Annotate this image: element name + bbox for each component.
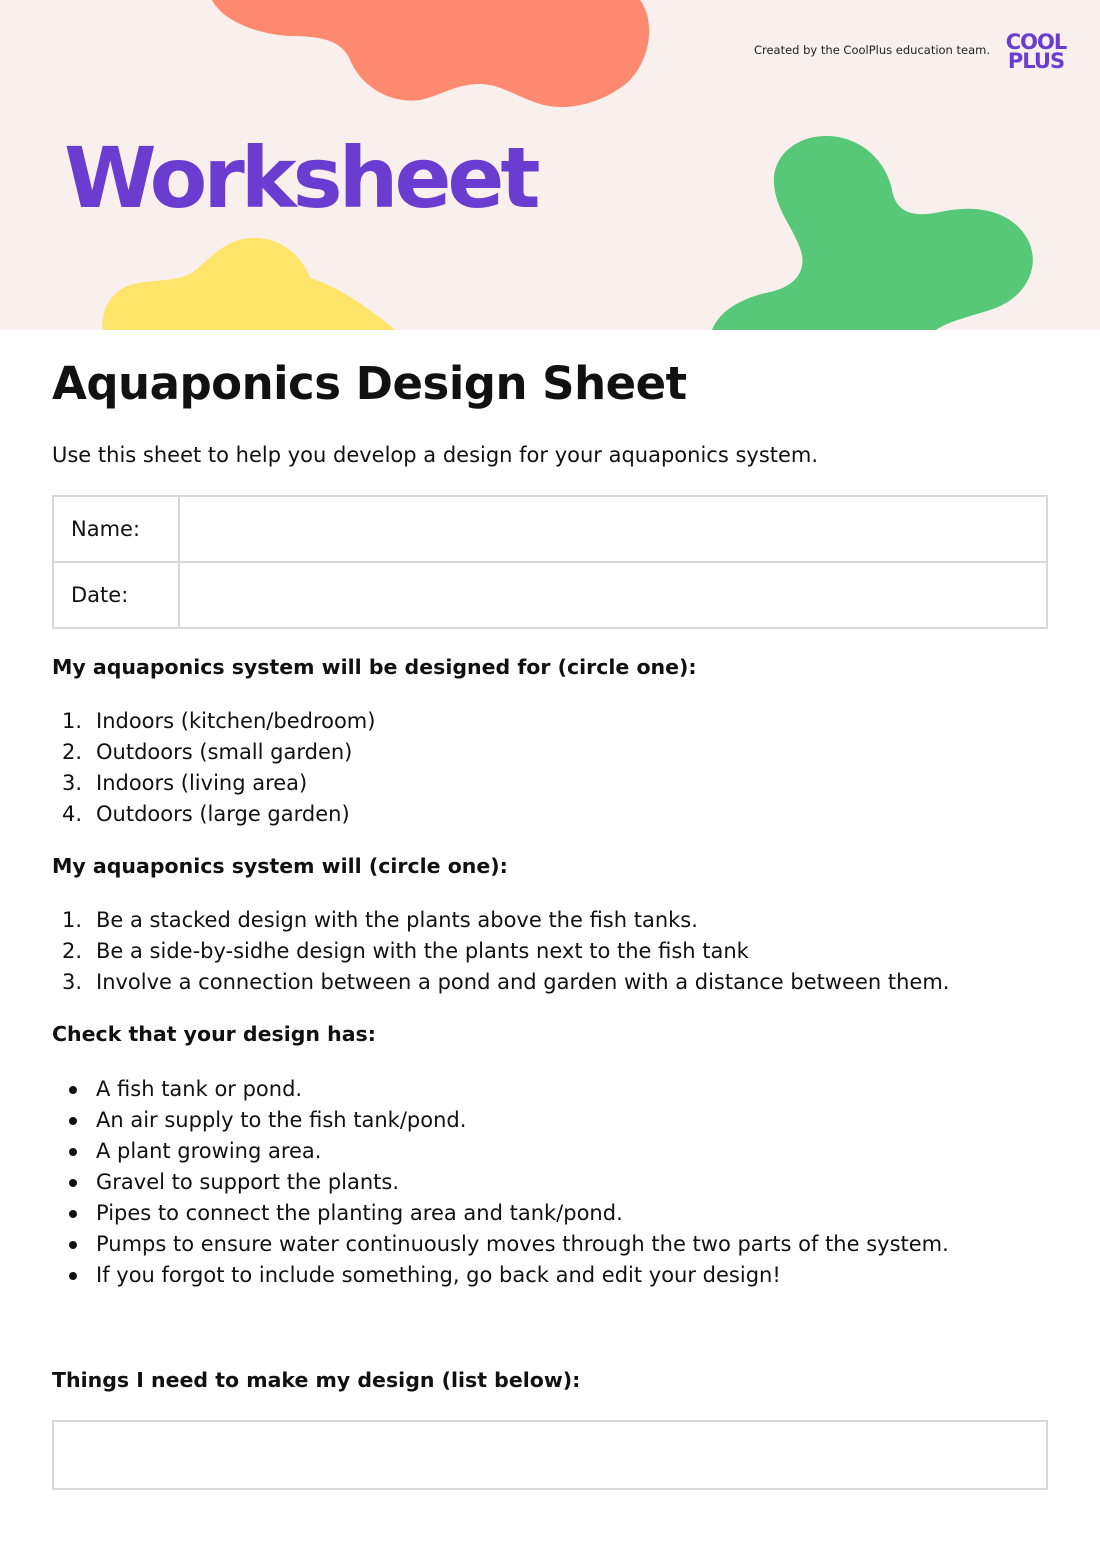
intro-text: Use this sheet to help you develop a design for your aquaponics system. — [52, 443, 819, 467]
item-text: Outdoors (large garden) — [96, 802, 350, 826]
green-blob — [712, 136, 1033, 330]
item-number: 2. — [62, 939, 83, 963]
item-text: Be a stacked design with the plants above the fish tanks. — [96, 908, 698, 932]
date-label: Date: — [53, 562, 179, 628]
checklist-item — [52, 1136, 949, 1167]
list-item[interactable] — [52, 706, 375, 737]
worksheet-header — [0, 0, 1100, 330]
name-label: Name: — [53, 496, 179, 562]
item-text: A fish tank or pond. — [96, 1077, 303, 1101]
bullet-icon — [69, 1179, 77, 1187]
list-item[interactable] — [52, 799, 375, 830]
item-text: Indoors (kitchen/bedroom) — [96, 709, 376, 733]
section-location-heading: My aquaponics system will be designed for (circle one): — [52, 655, 697, 679]
item-text: Involve a connection between a pond and garden with a distance between them. — [96, 970, 950, 994]
section-checklist-heading: Check that your design has: — [52, 1022, 376, 1046]
coolplus-logo — [1003, 30, 1069, 73]
checklist-item — [52, 1229, 949, 1260]
bullet-icon — [69, 1148, 77, 1156]
list-item[interactable] — [52, 905, 949, 936]
student-info-table — [52, 495, 1048, 629]
list-item[interactable] — [52, 967, 949, 998]
name-row — [53, 496, 1047, 562]
location-options-list — [52, 706, 375, 830]
item-text: If you forgot to include something, go back and edit your design! — [96, 1263, 781, 1287]
date-row — [53, 562, 1047, 628]
date-field[interactable] — [179, 562, 1047, 628]
bullet-icon — [69, 1272, 77, 1280]
bullet-icon — [69, 1117, 77, 1125]
checklist-item — [52, 1105, 949, 1136]
section-materials-heading: Things I need to make my design (list below): — [52, 1368, 581, 1392]
bullet-icon — [69, 1241, 77, 1249]
bullet-icon — [69, 1210, 77, 1218]
item-number: 1. — [62, 709, 83, 733]
design-type-options-list — [52, 905, 949, 998]
item-text: Outdoors (small garden) — [96, 740, 353, 764]
item-number: 4. — [62, 802, 83, 826]
item-number: 3. — [62, 970, 83, 994]
item-text: Be a side-by-sidhe design with the plants next to the fish tank — [96, 939, 749, 963]
design-checklist — [52, 1074, 949, 1291]
logo-line-plus: PLUS — [1007, 49, 1065, 73]
name-field[interactable] — [179, 496, 1047, 562]
checklist-item — [52, 1198, 949, 1229]
list-item[interactable] — [52, 936, 949, 967]
item-text: Pipes to connect the planting area and tank/pond. — [96, 1201, 623, 1225]
coral-blob — [212, 0, 649, 107]
list-item[interactable] — [52, 737, 375, 768]
list-item[interactable] — [52, 768, 375, 799]
section-design-type-heading: My aquaponics system will (circle one): — [52, 854, 508, 878]
yellow-blob — [102, 238, 395, 330]
item-number: 3. — [62, 771, 83, 795]
item-text: Gravel to support the plants. — [96, 1170, 400, 1194]
worksheet-title: Worksheet — [64, 129, 537, 227]
item-text: An air supply to the fish tank/pond. — [96, 1108, 467, 1132]
materials-answer-box[interactable] — [52, 1420, 1048, 1490]
page-title: Aquaponics Design Sheet — [52, 357, 687, 410]
logo-line-cool: COOL — [1005, 30, 1067, 54]
bullet-icon — [69, 1086, 77, 1094]
checklist-item — [52, 1260, 949, 1291]
item-number: 2. — [62, 740, 83, 764]
credit-text: Created by the CoolPlus education team. — [753, 43, 990, 57]
item-text: Pumps to ensure water continuously moves through the two parts of the system. — [96, 1232, 949, 1256]
checklist-item — [52, 1167, 949, 1198]
item-text: Indoors (living area) — [96, 771, 308, 795]
item-text: A plant growing area. — [96, 1139, 322, 1163]
checklist-item — [52, 1074, 949, 1105]
item-number: 1. — [62, 908, 83, 932]
